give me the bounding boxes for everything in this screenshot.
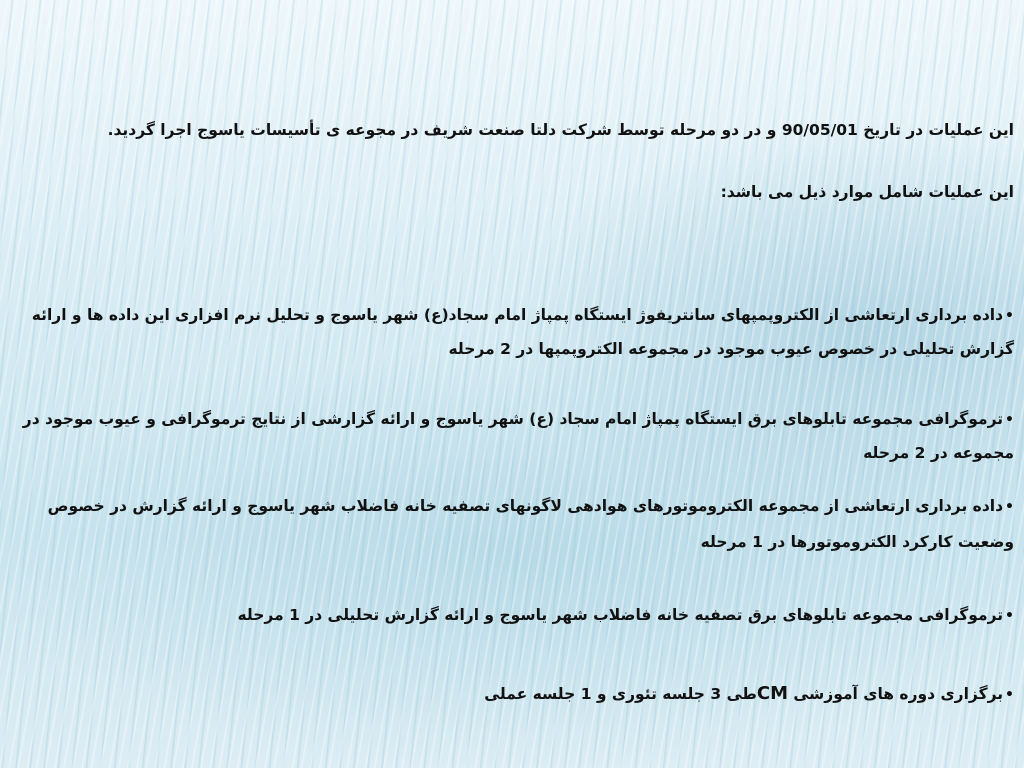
bullet-icon: • bbox=[1005, 308, 1014, 324]
cm-label: CM bbox=[756, 683, 788, 704]
bullet-icon: • bbox=[1005, 687, 1014, 703]
bullet-text: داده برداری ارتعاشی از الکتروپمپهای سانتریفوژ ایستگاه پمپاژ امام سجاد(ع) شهر یاسوج و تحلیل نرم افزاری این داده ها و ارائه گزارش تحلیلی در خصوص عیوب موجود در مجموعه الکتروپمپها در 2 مرحله bbox=[31, 306, 1014, 358]
bullet-icon: • bbox=[1005, 499, 1014, 515]
bullet-text-after: طی 3 جلسه تئوری و 1 جلسه عملی bbox=[484, 685, 757, 703]
bullet-item-vibration-motors bbox=[8, 489, 1014, 560]
bullet-text: ترموگرافی مجموعه تابلوهای برق تصفیه خانه فاضلاب شهر یاسوج و ارائه گزارش تحلیلی در 1 مرحله bbox=[237, 606, 1004, 624]
bullet-text: ترموگرافی مجموعه تابلوهای برق ایستگاه پمپاژ امام سجاد (ع) شهر یاسوج و ارائه گزارشی از نتایج ترموگرافی و عیوب موجود در مجموعه در 2 مرحله bbox=[22, 410, 1014, 462]
bullet-item-thermography-plant bbox=[8, 601, 1014, 630]
intro-line-date: این عملیات در تاریخ 90/05/01 و در دو مرحله توسط شرکت دلتا صنعت شریف در مجوعه ی تأسیسات یاسوج اجرا گردید. bbox=[107, 121, 1014, 139]
bullet-icon: • bbox=[1005, 608, 1014, 624]
bullet-item-thermography-station bbox=[8, 403, 1014, 470]
bullet-item-vibration-pumps bbox=[8, 299, 1014, 366]
bullet-text: داده برداری ارتعاشی از مجموعه الکتروموتورهای هوادهی لاگونهای تصفیه خانه فاضلاب شهر یاسوج و ارائه گزارش در خصوص وضعیت کارکرد الکتروموتورها در 1 مرحله bbox=[47, 497, 1014, 551]
bullet-icon: • bbox=[1005, 412, 1014, 428]
intro-line-scope: این عملیات شامل موارد ذیل می باشد: bbox=[720, 183, 1014, 201]
bullet-item-training bbox=[8, 680, 1014, 709]
bullet-text-before: برگزاری دوره های آموزشی bbox=[787, 685, 1004, 703]
